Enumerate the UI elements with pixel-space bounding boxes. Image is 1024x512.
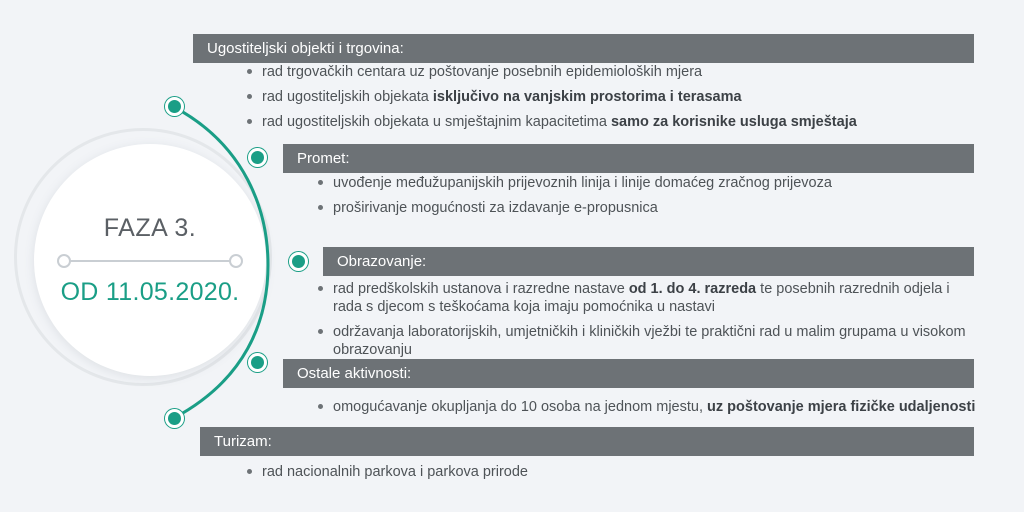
section-header-hospitality: Ugostiteljski objekti i trgovina: <box>193 34 974 63</box>
list-item: rad ugostiteljskih objekata u smještajnim kapacitetima samo za korisnike usluga smještaja <box>240 113 980 131</box>
section-header-other-activities: Ostale aktivnosti: <box>283 359 974 388</box>
list-item: omogućavanje okupljanja do 10 osoba na jednom mjestu, uz poštovanje mjera fizičke udaljenosti <box>311 398 981 416</box>
list-item: uvođenje međužupanijskih prijevoznih linija i linije domaćeg zračnog prijevoza <box>311 174 981 192</box>
section-bullets-hospitality <box>240 63 980 138</box>
section-bullets-other-activities <box>311 398 981 423</box>
list-item: rad trgovačkih centara uz poštovanje posebnih epidemioloških mjera <box>240 63 980 81</box>
node-dot-education <box>289 252 308 271</box>
section-header-education: Obrazovanje: <box>323 247 974 276</box>
section-bullets-tourism <box>240 463 980 488</box>
list-item: rad ugostiteljskih objekata isključivo na vanjskim prostorima i terasama <box>240 88 980 106</box>
phase-badge <box>14 128 276 390</box>
badge-text-group <box>34 144 266 376</box>
list-item: proširivanje mogućnosti za izdavanje e-propusnica <box>311 199 981 217</box>
node-dot-transport <box>248 148 267 167</box>
phase-label: FAZA 3. <box>103 213 197 242</box>
section-header-transport: Promet: <box>283 144 974 173</box>
section-bullets-education <box>311 280 971 366</box>
divider-dot-left-icon <box>57 254 71 268</box>
divider-dot-right-icon <box>229 254 243 268</box>
divider-line <box>65 260 235 262</box>
section-bullets-transport <box>311 174 981 224</box>
list-item: održavanja laboratorijskih, umjetničkih i kliničkih vježbi te praktični rad u malim grupama u visokom obrazovanju <box>311 323 971 359</box>
list-item: rad nacionalnih parkova i parkova prirode <box>240 463 980 481</box>
node-dot-hospitality <box>165 97 184 116</box>
badge-divider <box>57 252 243 270</box>
list-item: rad predškolskih ustanova i razredne nastave od 1. do 4. razreda te posebnih razrednih odjela i rada s djecom s teškoćama koja imaju pomoćnika u nastavi <box>311 280 971 316</box>
section-header-tourism: Turizam: <box>200 427 974 456</box>
node-dot-other-activities <box>248 353 267 372</box>
node-dot-tourism <box>165 409 184 428</box>
phase-date: OD 11.05.2020. <box>60 277 240 306</box>
